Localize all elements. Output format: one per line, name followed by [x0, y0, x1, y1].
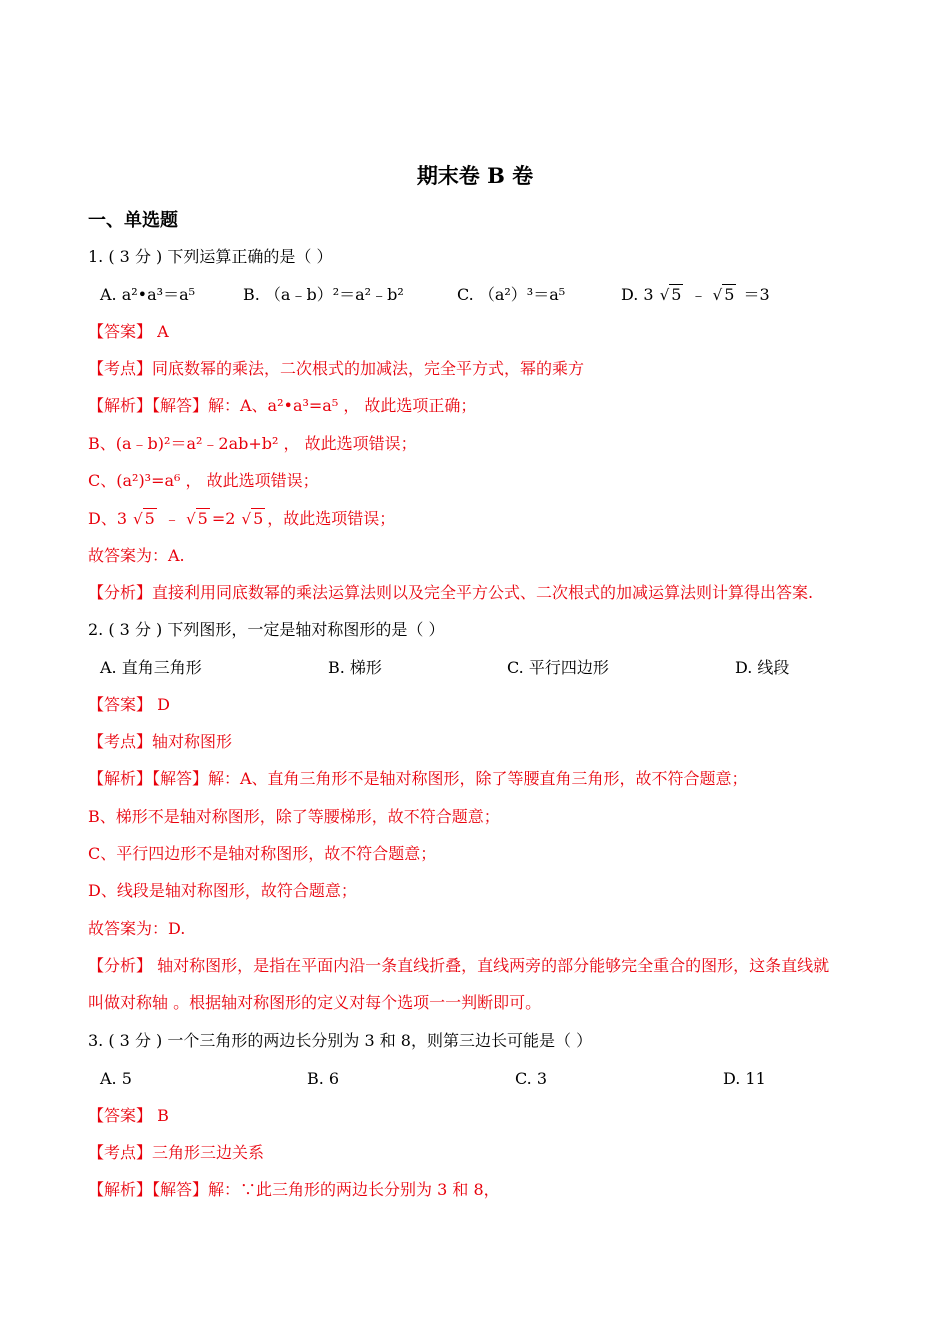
question-1-option-a: A. a²•a³＝a⁵ [100, 285, 196, 304]
question-2-jiexi-4: D、线段是轴对称图形，故符合题意； [88, 881, 357, 900]
section-heading: 一、单选题 [88, 210, 178, 231]
question-1-fenxi: 【分析】直接利用同底数幂的乘法运算法则以及完全平方公式、二次根式的加减运算法则计算得出答案. [88, 583, 814, 602]
question-1-stem: 1. ( 3 分 ) 下列运算正确的是（ ） [88, 247, 333, 266]
question-3-option-b: B. 6 [307, 1069, 340, 1088]
question-2-fenxi-2: 叫做对称轴 。根据轴对称图形的定义对每个选项一一判断即可。 [88, 993, 542, 1012]
question-2-option-b: B. 梯形 [328, 658, 382, 677]
option-d-minus: ﹣ [690, 285, 707, 304]
question-2-jiexi-5: 故答案为：D. [88, 919, 186, 938]
sqrt-5-icon: √ 5 [241, 509, 264, 528]
question-1-option-c: C. （a²）³＝a⁵ [457, 285, 566, 304]
option-d-coefficient: D. 3 [621, 285, 654, 304]
question-2-option-c: C. 平行四边形 [507, 658, 609, 677]
question-3-option-c: C. 3 [515, 1069, 548, 1088]
question-2-kaodian: 【考点】轴对称图形 [88, 732, 233, 751]
question-3-option-d: D. 11 [723, 1069, 766, 1088]
question-3-option-a: A. 5 [100, 1069, 132, 1088]
question-2-jiexi-3: C、平行四边形不是轴对称图形，故不符合题意； [88, 844, 437, 863]
question-2-jiexi-1: 【解析】【解答】解：A、直角三角形不是轴对称图形，除了等腰直角三角形，故不符合题意； [88, 769, 748, 788]
question-1-jiexi-2: B、(a﹣b)²＝a²﹣2ab+b² ， 故此选项错误； [88, 434, 417, 453]
question-3-jiexi-1: 【解析】【解答】解：∵此三角形的两边长分别为 3 和 8， [88, 1180, 500, 1199]
question-1-answer: 【答案】 A [88, 322, 169, 341]
page-title: 期末卷 B 卷 [416, 163, 534, 188]
question-3-kaodian: 【考点】三角形三边关系 [88, 1143, 265, 1162]
question-2-option-a: A. 直角三角形 [100, 658, 202, 677]
question-1-kaodian: 【考点】同底数幂的乘法，二次根式的加减法，完全平方式，幂的乘方 [88, 359, 585, 378]
question-3-answer: 【答案】 B [88, 1106, 169, 1125]
question-2-stem: 2. ( 3 分 ) 下列图形，一定是轴对称图形的是（ ） [88, 620, 445, 639]
question-2-jiexi-2: B、梯形不是轴对称图形，除了等腰梯形，故不符合题意； [88, 807, 500, 826]
question-1-jiexi-5: 故答案为：A. [88, 546, 185, 565]
sqrt-5-icon: √ 5 [186, 509, 208, 528]
question-1-jiexi-1: 【解析】【解答】解：A、a²•a³=a⁵ ， 故此选项正确； [88, 396, 477, 415]
question-1-jiexi-4: D、3 √ 5 ﹣ √ 5 =2 √ 5 ，故此选项错误； [88, 509, 396, 528]
question-1-jiexi-3: C、(a²)³=a⁶ ， 故此选项错误； [88, 471, 319, 490]
sqrt-5-icon: √ 5 [659, 285, 682, 304]
question-1-option-b: B. （a﹣b）²＝a²﹣b² [243, 285, 404, 304]
question-2-answer: 【答案】 D [88, 695, 170, 714]
question-2-fenxi-1: 【分析】 轴对称图形，是指在平面内沿一条直线折叠，直线两旁的部分能够完全重合的图形，这条直线就 [88, 956, 830, 975]
sqrt-5-icon: √ 5 [133, 509, 155, 528]
question-3-stem: 3. ( 3 分 ) 一个三角形的两边长分别为 3 和 8，则第三边长可能是（ ） [88, 1031, 593, 1050]
question-1-option-d [621, 284, 770, 306]
question-2-option-d: D. 线段 [735, 658, 790, 677]
option-d-result: ＝3 [743, 285, 770, 304]
sqrt-5-icon: √ 5 [712, 285, 735, 304]
